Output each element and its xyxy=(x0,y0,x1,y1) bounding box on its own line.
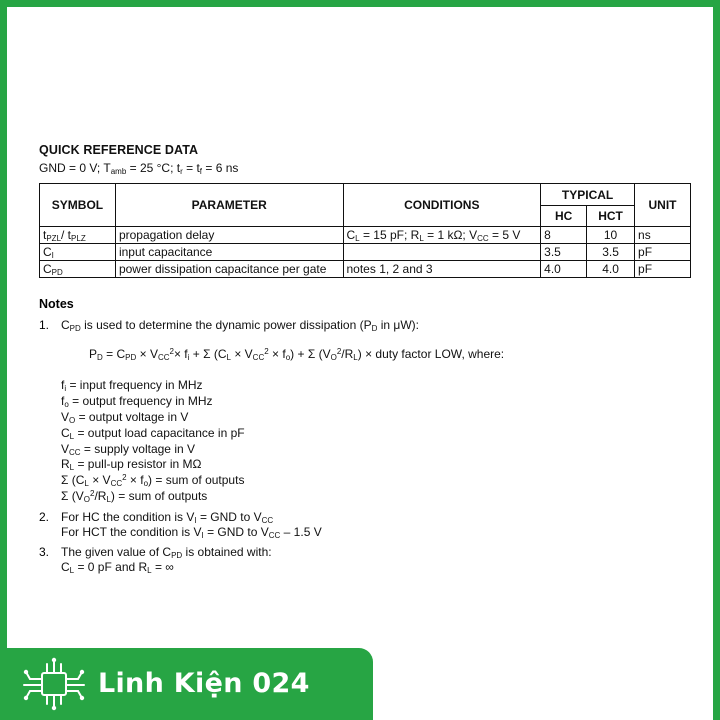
note-1-text: $C_{PD}$ is used to determine the dynamic power dissipation ($P_D$ in μW): xyxy=(61,318,419,333)
table-row xyxy=(40,227,691,244)
cell-hct: 4.0 xyxy=(587,261,635,278)
brand-name: Linh Kiện 024 xyxy=(98,668,310,699)
cell-unit: pF xyxy=(635,261,691,278)
cell-symbol: $t_{PZL}/$ $t_{PLZ}$ xyxy=(40,227,116,244)
def-cl: $C_L$ = output load capacitance in pF xyxy=(61,426,245,441)
col-symbol: SYMBOL xyxy=(40,184,116,227)
power-formula: $P_D = C_{PD} \times V_{CC}^2\times f_i + \Sigma$ $(C_L \times V_{CC}^2 \times f_o) + \Sigma$ $(V_O^2/R_L)$ × duty factor LOW, where: xyxy=(89,347,505,362)
cell-symbol: $C_I$ xyxy=(40,244,116,261)
cell-unit: ns xyxy=(635,227,691,244)
notes-heading: Notes xyxy=(39,297,74,311)
def-vcc: $V_{CC}$ = supply voltage in V xyxy=(61,442,195,457)
document-header xyxy=(39,143,699,175)
col-parameter: PARAMETER xyxy=(115,184,343,227)
def-sum-vo: Σ $(V_O^2/R_L)$ = sum of outputs xyxy=(61,489,208,504)
def-fi: $f_i$ = input frequency in MHz xyxy=(61,378,203,393)
cell-hc: 3.5 xyxy=(541,244,587,261)
cell-hct: 10 xyxy=(587,227,635,244)
col-typical: TYPICAL xyxy=(541,184,635,206)
note-3-line-1: The given value of $C_{PD}$ is obtained with: xyxy=(61,545,272,560)
note-number: 1. xyxy=(39,318,50,332)
doc-title: QUICK REFERENCE DATA xyxy=(39,143,199,157)
col-hc: HC xyxy=(541,206,587,227)
cell-conditions: $C_L = 15$ pF; $R_L = 1$ kΩ; $V_{CC} = 5$ V xyxy=(343,227,541,244)
col-conditions: CONDITIONS xyxy=(343,184,541,227)
cell-parameter: power dissipation capacitance per gate xyxy=(115,261,343,278)
cell-parameter: input capacitance xyxy=(115,244,343,261)
col-unit: UNIT xyxy=(635,184,691,227)
cell-conditions: notes 1, 2 and 3 xyxy=(343,261,541,278)
reference-table xyxy=(39,183,691,278)
table-row xyxy=(40,261,691,278)
def-fo: $f_o$ = output frequency in MHz xyxy=(61,394,213,409)
note-number: 2. xyxy=(39,510,50,524)
note-3-line-2: $C_L = 0$ pF and $R_L$ = ∞ xyxy=(61,560,174,575)
note-2-line-2: For HCT the condition is $V_I$ = GND to $V_{CC} - 1.5$ V xyxy=(61,525,322,540)
cell-unit: pF xyxy=(635,244,691,261)
cell-symbol: $C_{PD}$ xyxy=(40,261,116,278)
cell-hc: 8 xyxy=(541,227,587,244)
def-vo: $V_O$ = output voltage in V xyxy=(61,410,189,425)
col-hct: HCT xyxy=(587,206,635,227)
chip-icon xyxy=(18,656,90,712)
cell-parameter: propagation delay xyxy=(115,227,343,244)
note-2-line-1: For HC the condition is $V_I$ = GND to $V_{CC}$ xyxy=(61,510,274,525)
cell-hc: 4.0 xyxy=(541,261,587,278)
cell-conditions xyxy=(343,244,541,261)
cell-hct: 3.5 xyxy=(587,244,635,261)
table-row xyxy=(40,244,691,261)
def-sum-cl: Σ $(C_L \times V_{CC}^2 \times f_o)$ = sum of outputs xyxy=(61,473,245,488)
note-number: 3. xyxy=(39,545,50,559)
def-rl: $R_L$ = pull-up resistor in MΩ xyxy=(61,457,202,472)
doc-conditions: GND = 0 V; $T_{amb} = 25$ °C; $t_r = t_f = 6$ ns xyxy=(39,161,239,176)
